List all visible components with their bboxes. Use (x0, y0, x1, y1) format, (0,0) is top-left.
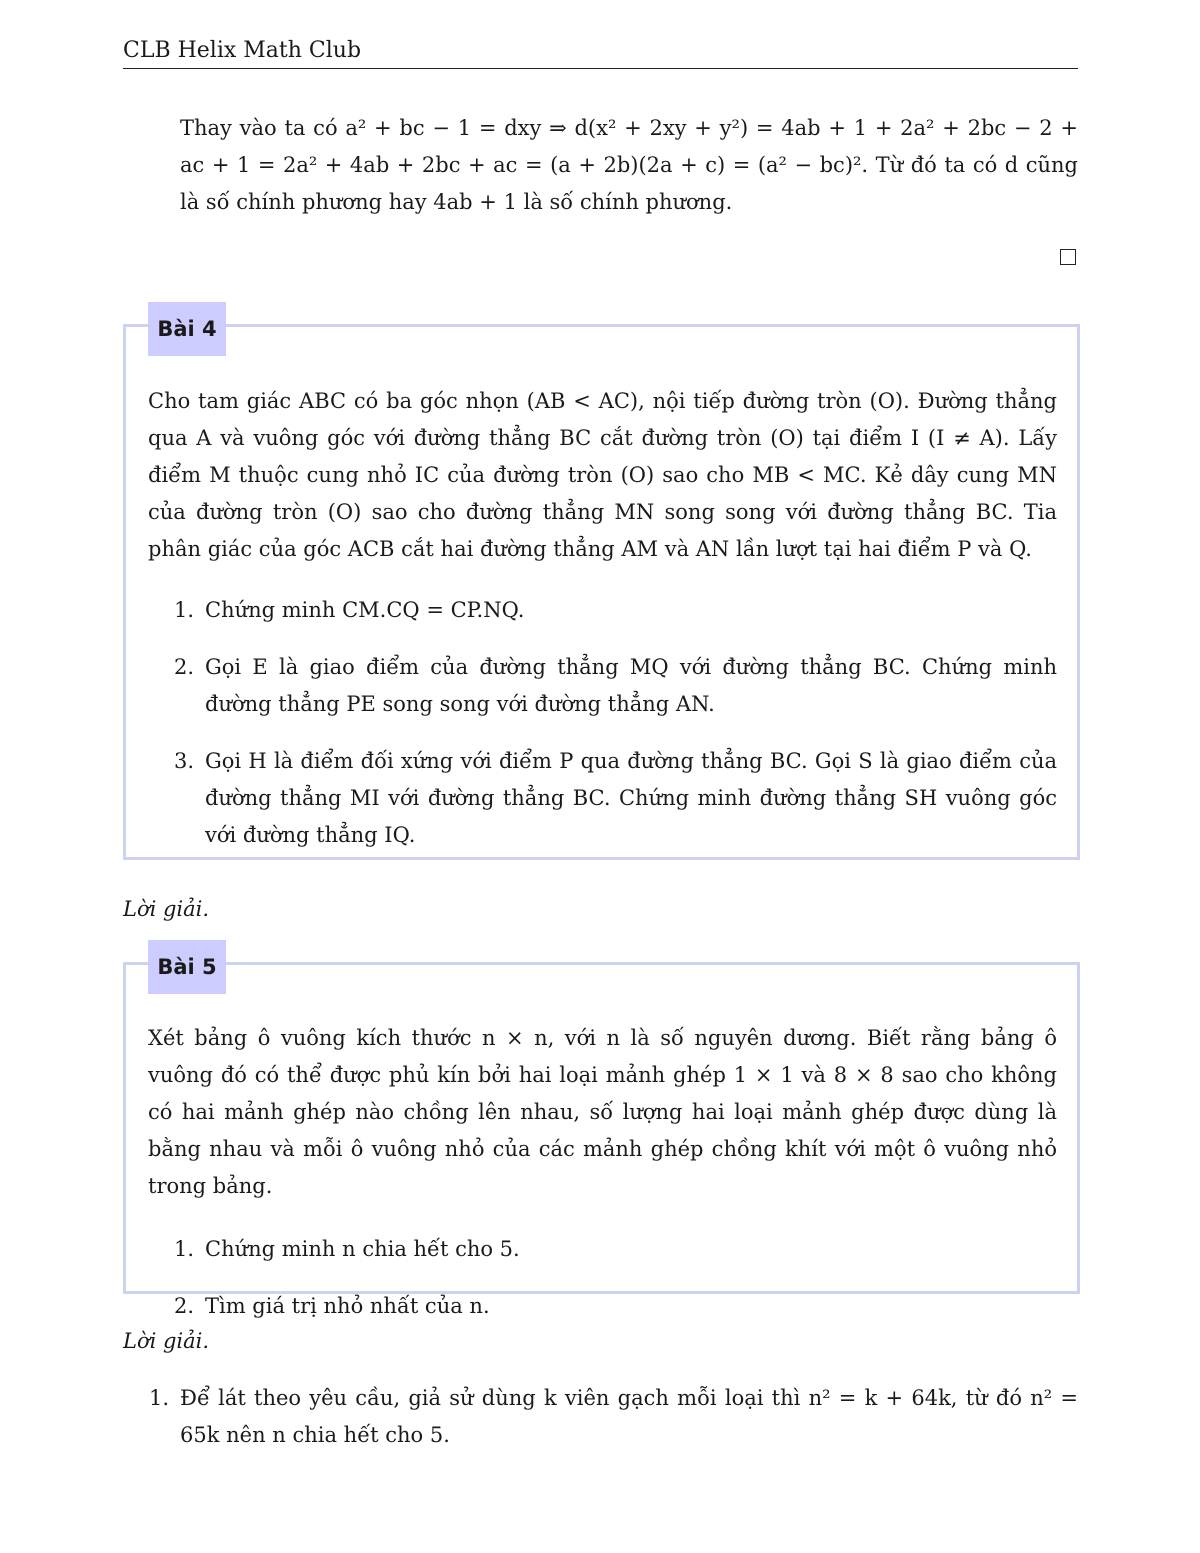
list-item (148, 1231, 1057, 1268)
list-item (148, 649, 1057, 723)
problem-5-statement: Xét bảng ô vuông kích thước n × n, với n là số nguyên dương. Biết rằng bảng ô vuông đó có thể được phủ kín bởi hai loại mảnh ghép 1 × 1 và 8 × 8 sao cho không có hai mảnh ghép nào chồng lên nhau, số lượng hai loại mảnh ghép được dùng là bằng nhau và mỗi ô vuông nhỏ của các mảnh ghép chồng khít với một ô vuông nhỏ trong bảng. (148, 1026, 1057, 1198)
problem-5-title: Bài 5 (148, 940, 226, 994)
list-item-text: Gọi H là điểm đối xứng với điểm P qua đường thẳng BC. Gọi S là giao điểm của đường thẳng MI với đường thẳng BC. Chứng minh đường thẳng SH vuông góc với đường thẳng IQ. (205, 749, 1057, 847)
problem-5-box (123, 955, 1080, 1318)
problem-4-body (148, 383, 1057, 854)
list-item-text: Chứng minh CM.CQ = CP.NQ. (205, 598, 525, 622)
intro-paragraph (180, 110, 1078, 221)
list-item-text: Để lát theo yêu cầu, giả sử dùng k viên gạch mỗi loại thì n² = k + 64k, từ đó n² = 65k nên n chia hết cho 5. (180, 1386, 1078, 1447)
list-item-number: 3. (174, 749, 195, 773)
list-item-number: 1. (149, 1386, 170, 1410)
solution-5-list (123, 1380, 1078, 1454)
list-item-text: Chứng minh n chia hết cho 5. (205, 1237, 520, 1261)
qed-square-icon (1060, 249, 1076, 265)
list-item (148, 743, 1057, 854)
list-item (148, 1288, 1057, 1325)
list-item-number: 1. (174, 1237, 195, 1261)
intro-text: Thay vào ta có a² + bc − 1 = dxy ⇒ d(x² + 2xy + y²) = 4ab + 1 + 2a² + 2bc − 2 + ac + 1 = 2a² + 4ab + 2bc + ac = (a + 2b)(2a + c) = (a² − bc)². Từ đó ta có d cũng là số chính phương hay 4ab + 1 là số chính phương. (180, 116, 1078, 214)
problem-4-statement: Cho tam giác ABC có ba góc nhọn (AB < AC), nội tiếp đường tròn (O). Đường thẳng qua A và vuông góc với đường thẳng BC cắt đường tròn (O) tại điểm I (I ≠ A). Lấy điểm M thuộc cung nhỏ IC của đường tròn (O) sao cho MB < MC. Kẻ dây cung MN của đường tròn (O) sao cho đường thẳng MN song song với đường thẳng BC. Tia phân giác của góc ACB cắt hai đường thẳng AM và AN lần lượt tại hai điểm P và Q. (148, 389, 1057, 561)
list-item-number: 1. (174, 598, 195, 622)
list-item-text: Gọi E là giao điểm của đường thẳng MQ với đường thẳng BC. Chứng minh đường thẳng PE song song với đường thẳng AN. (205, 655, 1057, 716)
problem-4-title: Bài 4 (148, 302, 226, 356)
problem-4-list (148, 592, 1057, 854)
solution-5-label: Lời giải. (123, 1329, 210, 1353)
problem-4-box (123, 317, 1080, 860)
list-item-number: 2. (174, 655, 195, 679)
problem-5-list (148, 1231, 1057, 1325)
list-item (148, 592, 1057, 629)
list-item (123, 1380, 1078, 1454)
page-header: CLB Helix Math Club (123, 34, 1078, 69)
solution-4-label: Lời giải. (123, 897, 210, 921)
list-item-number: 2. (174, 1294, 195, 1318)
list-item-text: Tìm giá trị nhỏ nhất của n. (205, 1294, 490, 1318)
problem-5-body (148, 1020, 1057, 1325)
